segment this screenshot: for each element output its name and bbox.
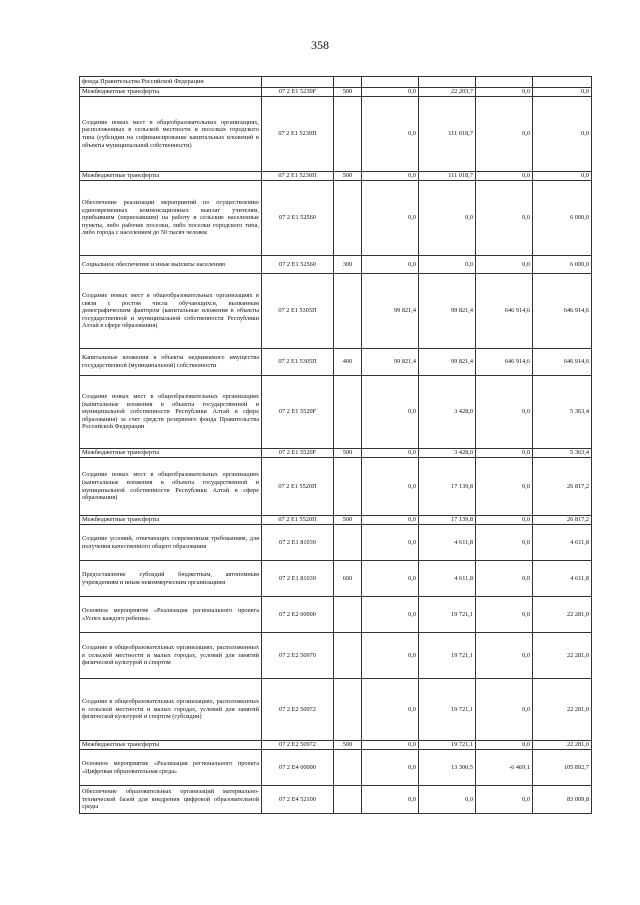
cell-value-2: 99 821,4: [419, 274, 476, 349]
table-row: [80, 88, 592, 97]
cell-target-code: 07 2 E4 00000: [262, 750, 334, 786]
cell-value-4: 83 009,8: [533, 786, 592, 814]
cell-name: Межбюджетные трансферты: [80, 449, 262, 458]
cell-value-3: 0,0: [476, 449, 533, 458]
cell-target-code: 07 2 E2 50970: [262, 633, 334, 679]
table-row: [80, 741, 592, 750]
cell-value-2: 0,0: [419, 256, 476, 274]
cell-expense-type: 500: [334, 516, 362, 525]
cell-value-1: 0,0: [362, 741, 419, 750]
budget-table: [79, 76, 592, 814]
cell-value-4: 646 914,6: [533, 349, 592, 376]
table-row: [80, 679, 592, 741]
cell-value-3: 0,0: [476, 88, 533, 97]
cell-value-4: 0,0: [533, 172, 592, 181]
cell-name: Межбюджетные трансферты: [80, 88, 262, 97]
cell-value-2: 0,0: [419, 181, 476, 256]
table-row: [80, 750, 592, 786]
cell-target-code: 07 2 E4 52100: [262, 786, 334, 814]
cell-name: фонда Правительства Российской Федерации: [80, 77, 262, 88]
table-row: [80, 786, 592, 814]
cell-value-3: 646 914,6: [476, 349, 533, 376]
cell-value-3: 0,0: [476, 741, 533, 750]
table-row: [80, 376, 592, 449]
cell-value-3: 0,0: [476, 597, 533, 633]
cell-expense-type: [334, 633, 362, 679]
cell-value-2: 3 428,0: [419, 376, 476, 449]
cell-value-2: 99 821,4: [419, 349, 476, 376]
cell-value-4: 22 281,0: [533, 597, 592, 633]
cell-value-1: 0,0: [362, 172, 419, 181]
cell-expense-type: [334, 597, 362, 633]
cell-target-code: 07 2 E1 52560: [262, 181, 334, 256]
cell-value-4: 646 914,6: [533, 274, 592, 349]
cell-expense-type: [334, 274, 362, 349]
cell-value-3: [476, 77, 533, 88]
cell-expense-type: 600: [334, 561, 362, 597]
cell-value-3: 0,0: [476, 786, 533, 814]
cell-value-1: 0,0: [362, 750, 419, 786]
cell-name: Создание условий, отвечающих современным требованиям, для получения качественного общего образования: [80, 525, 262, 561]
cell-value-3: 0,0: [476, 633, 533, 679]
cell-expense-type: 300: [334, 256, 362, 274]
table-row: [80, 561, 592, 597]
cell-value-3: 0,0: [476, 561, 533, 597]
cell-value-3: 0,0: [476, 256, 533, 274]
cell-value-2: 19 721,1: [419, 633, 476, 679]
cell-value-1: 0,0: [362, 88, 419, 97]
cell-value-3: 0,0: [476, 97, 533, 172]
cell-value-3: 646 914,6: [476, 274, 533, 349]
cell-target-code: 07 2 E1 81039: [262, 561, 334, 597]
cell-target-code: 07 2 E2 00000: [262, 597, 334, 633]
cell-expense-type: [334, 786, 362, 814]
cell-name: Основное мероприятие «Реализация регионального проекта «Успех каждого ребенка»: [80, 597, 262, 633]
cell-expense-type: [334, 750, 362, 786]
cell-value-4: 4 611,8: [533, 525, 592, 561]
table-row: [80, 458, 592, 516]
cell-value-1: 0,0: [362, 525, 419, 561]
cell-value-2: 19 721,1: [419, 741, 476, 750]
table-row: [80, 77, 592, 88]
cell-value-1: 0,0: [362, 181, 419, 256]
table-row: [80, 181, 592, 256]
cell-value-4: 0,0: [533, 97, 592, 172]
cell-value-1: 0,0: [362, 458, 419, 516]
table-row: [80, 516, 592, 525]
cell-value-2: 13 300,5: [419, 750, 476, 786]
cell-value-4: 5 363,4: [533, 449, 592, 458]
cell-name: Создание новых мест в общеобразовательных организациях в связи с ростом числа обучающихся, вызванным демографическим фактором (капитальные вложения в объекты государственной и муниципальной собственности Республики Алтай в сфере образования): [80, 274, 262, 349]
cell-target-code: 07 2 E1 5305П: [262, 349, 334, 376]
cell-name: Обеспечение реализации мероприятий по осуществлению единовременных компенсационных выплат учителям, прибывшим (переехавшим) на работу в сельские населенные пункты, либо рабочие поселки, либо поселки городского типа, либо города с населением до 50 тысяч человек: [80, 181, 262, 256]
cell-value-1: 0,0: [362, 679, 419, 741]
cell-value-4: 26 817,2: [533, 458, 592, 516]
cell-value-1: 0,0: [362, 256, 419, 274]
table-row: [80, 274, 592, 349]
cell-name: Социальное обеспечение и иные выплаты населению: [80, 256, 262, 274]
cell-value-3: 0,0: [476, 516, 533, 525]
cell-target-code: 07 2 E1 52560: [262, 256, 334, 274]
cell-value-1: 0,0: [362, 376, 419, 449]
table-row: [80, 525, 592, 561]
cell-expense-type: [334, 181, 362, 256]
cell-expense-type: 500: [334, 172, 362, 181]
cell-expense-type: 500: [334, 88, 362, 97]
cell-expense-type: [334, 97, 362, 172]
cell-target-code: 07 2 E1 5520F: [262, 376, 334, 449]
table-row: [80, 633, 592, 679]
cell-expense-type: 400: [334, 349, 362, 376]
cell-target-code: 07 2 E2 50972: [262, 679, 334, 741]
cell-value-3: 0,0: [476, 679, 533, 741]
cell-value-1: 0,0: [362, 516, 419, 525]
cell-value-3: 0,0: [476, 525, 533, 561]
cell-value-4: 22 281,0: [533, 633, 592, 679]
cell-name: Межбюджетные трансферты: [80, 172, 262, 181]
cell-value-2: 19 721,1: [419, 597, 476, 633]
cell-value-2: 4 611,8: [419, 561, 476, 597]
cell-value-3: 0,0: [476, 458, 533, 516]
cell-value-4: 4 611,8: [533, 561, 592, 597]
cell-expense-type: [334, 376, 362, 449]
cell-name: Обеспечение образовательных организаций материально-технической базой для внедрения цифровой образовательной среды: [80, 786, 262, 814]
table-row: [80, 97, 592, 172]
cell-value-4: [533, 77, 592, 88]
cell-value-2: [419, 77, 476, 88]
cell-value-1: 0,0: [362, 633, 419, 679]
cell-value-2: 22 203,7: [419, 88, 476, 97]
cell-value-2: 17 139,8: [419, 458, 476, 516]
cell-value-1: 0,0: [362, 597, 419, 633]
table-row: [80, 597, 592, 633]
cell-value-1: [362, 77, 419, 88]
cell-value-2: 3 428,0: [419, 449, 476, 458]
cell-value-2: 111 018,7: [419, 172, 476, 181]
cell-expense-type: [334, 458, 362, 516]
cell-name: Создание новых мест в общеобразовательных организациях (капитальные вложения в объекты государственной и муниципальной собственности Республики Алтай в сфере образования): [80, 458, 262, 516]
cell-value-1: 99 821,4: [362, 274, 419, 349]
table-row: [80, 349, 592, 376]
cell-name: Основное мероприятие «Реализация регионального проекта «Цифровая образовательная среда»: [80, 750, 262, 786]
cell-value-3: 0,0: [476, 172, 533, 181]
cell-name: Межбюджетные трансферты: [80, 516, 262, 525]
cell-target-code: 07 2 E1 5305П: [262, 274, 334, 349]
cell-target-code: 07 2 E1 81039: [262, 525, 334, 561]
cell-value-2: 19 721,1: [419, 679, 476, 741]
cell-value-4: 22 281,0: [533, 741, 592, 750]
cell-target-code: 07 2 E1 5520П: [262, 458, 334, 516]
cell-target-code: 07 2 E1 5520F: [262, 449, 334, 458]
table-row: [80, 449, 592, 458]
cell-name: Создание в общеобразовательных организациях, расположенных в сельской местности и малых городах, условий для занятий физической культурой и спортом (субсидии): [80, 679, 262, 741]
cell-value-1: 0,0: [362, 561, 419, 597]
cell-target-code: [262, 77, 334, 88]
cell-name: Создание новых мест в общеобразовательных организациях (капитальные вложения в объекты государственной и муниципальной собственности Республики Алтай в сфере образования) за счет средств резервного фонда Правительства Российской Федерации: [80, 376, 262, 449]
cell-expense-type: 500: [334, 741, 362, 750]
cell-value-3: 0,0: [476, 376, 533, 449]
cell-value-1: 0,0: [362, 97, 419, 172]
cell-expense-type: [334, 525, 362, 561]
cell-value-4: 6 000,0: [533, 256, 592, 274]
cell-value-4: 22 281,0: [533, 679, 592, 741]
cell-value-4: 5 363,4: [533, 376, 592, 449]
cell-target-code: 07 2 E1 5230F: [262, 88, 334, 97]
cell-value-2: 0,0: [419, 786, 476, 814]
cell-expense-type: 500: [334, 449, 362, 458]
cell-target-code: 07 2 E1 5230П: [262, 97, 334, 172]
cell-value-3: 0,0: [476, 181, 533, 256]
cell-value-2: 111 018,7: [419, 97, 476, 172]
cell-expense-type: [334, 679, 362, 741]
cell-name: Капитальные вложения в объекты недвижимого имущества государственной (муниципальной) собственности: [80, 349, 262, 376]
table-row: [80, 172, 592, 181]
cell-value-4: 26 817,2: [533, 516, 592, 525]
cell-value-4: 6 000,0: [533, 181, 592, 256]
cell-value-4: 105 892,7: [533, 750, 592, 786]
cell-value-1: 0,0: [362, 786, 419, 814]
cell-value-4: 0,0: [533, 88, 592, 97]
cell-name: Создание новых мест в общеобразовательных организациях, расположенных в сельской местности и поселках городского типа (субсидии на софинансирование капитальных вложений в объекты муниципальной собственности): [80, 97, 262, 172]
cell-target-code: 07 2 E1 5520П: [262, 516, 334, 525]
cell-name: Создание в общеобразовательных организациях, расположенных в сельской местности и малых городах, условий для занятий физической культурой и спортом: [80, 633, 262, 679]
cell-value-1: 0,0: [362, 449, 419, 458]
cell-target-code: 07 2 E1 5230П: [262, 172, 334, 181]
page-number: 358: [311, 38, 329, 52]
cell-name: Предоставление субсидий бюджетным, автономным учреждениям и иным некоммерческим организациям: [80, 561, 262, 597]
cell-value-1: 99 821,4: [362, 349, 419, 376]
cell-name: Межбюджетные трансферты: [80, 741, 262, 750]
table-body: [80, 77, 592, 814]
cell-target-code: 07 2 E2 50972: [262, 741, 334, 750]
cell-value-2: 17 139,8: [419, 516, 476, 525]
cell-value-2: 4 611,8: [419, 525, 476, 561]
cell-expense-type: [334, 77, 362, 88]
cell-value-3: -6 469,1: [476, 750, 533, 786]
table-row: [80, 256, 592, 274]
